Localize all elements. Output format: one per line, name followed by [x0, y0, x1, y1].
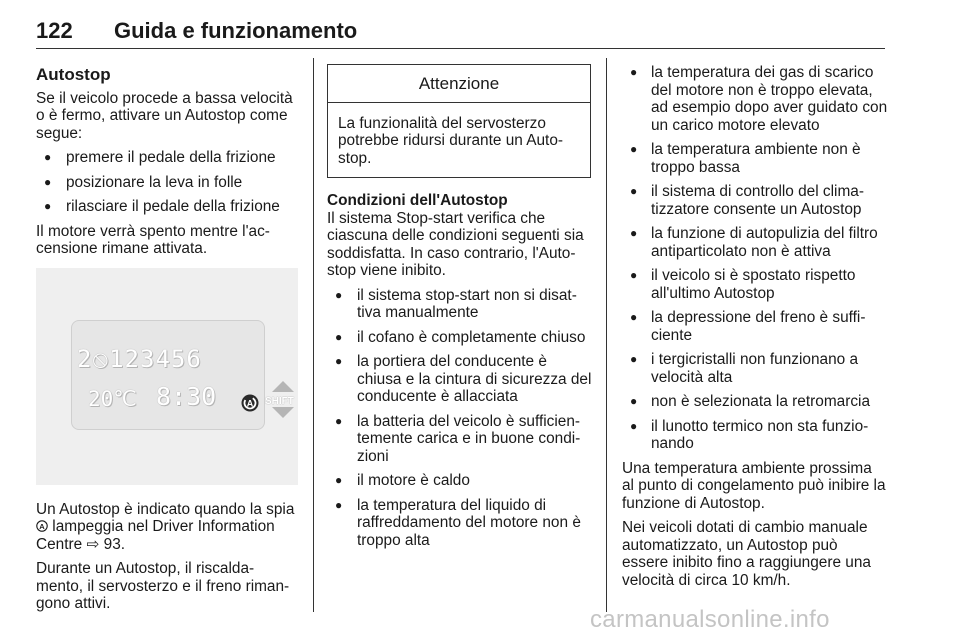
list-item: ● la temperatura ambiente non è troppo bassa: [622, 141, 888, 176]
warning-body: [328, 103, 590, 178]
engine-off-note: Il motore verrà spento mentre l'ac-censione rimane attivata.: [36, 222, 270, 257]
page-number: 122: [36, 18, 73, 43]
display-odometer: 2⦸123456: [77, 344, 202, 373]
autostop-indicator-icon: [240, 393, 260, 413]
warning-text: La funzionalità del servosterzo potrebbe ridursi durante un Auto-stop.: [338, 114, 564, 167]
automated-gearbox-note: Nei veicoli dotati di cambio manuale automatizzato, un Autostop può essere inibito fino a raggiungere una velocità di circa 10 km/h.: [622, 519, 871, 589]
list-item: ● la temperatura del liquido di raffreddamento del motore non è troppo alta: [327, 497, 593, 550]
autostop-steps: [36, 149, 300, 216]
column-1: [36, 64, 300, 620]
page-ref-link[interactable]: 93.: [103, 535, 126, 553]
list-item: ● il cofano è completamente chiuso: [327, 329, 593, 347]
page-header: [36, 10, 886, 50]
display-temperature: 20℃: [88, 386, 137, 411]
section-title: Guida e funzionamento: [114, 18, 358, 43]
conditions-list-continued: [622, 64, 888, 453]
ambient-temp-note: Una temperatura ambiente prossima al punto di congelamento può inibire la funzione di Autostop.: [622, 459, 886, 512]
list-item: ● il lunotto termico non sta funzio-nando: [622, 418, 888, 453]
shift-label: SHIFT: [265, 395, 294, 407]
list-item: ● il sistema di controllo del clima-tizzatore consente un Autostop: [622, 183, 888, 218]
column-2: [327, 64, 593, 556]
list-item: ● non è selezionata la retromarcia: [622, 393, 888, 411]
list-item: ● la batteria del veicolo è sufficien-temente carica e in buone condi-zioni: [327, 413, 593, 466]
autostop-warning-light-icon: [36, 520, 48, 532]
list-item: ● la temperatura dei gas di scarico del motore non è troppo elevata, ad esempio dopo aver guidato con un carico motore elevato: [622, 64, 888, 134]
warning-title: Attenzione: [328, 65, 590, 103]
conditions-intro: Il sistema Stop-start verifica che ciascuna delle condizioni seguenti sia soddisfatta. In caso contrario, l'Auto-stop viene inibito.: [327, 209, 584, 279]
caption-text-2: lampeggia nel Driver Information Centre: [36, 518, 275, 553]
during-autostop-note: Durante un Autostop, il riscalda-mento, il servosterzo e il freno riman-gono attivi.: [36, 560, 290, 612]
page-ref-icon: ⇨: [86, 535, 100, 553]
svg-text:A: A: [246, 398, 254, 408]
shift-up-arrow-icon: [272, 381, 294, 392]
list-item: ● rilasciare il pedale della frizione: [36, 198, 300, 216]
list-item: ● la funzione di autopulizia del filtro antiparticolato non è attiva: [622, 225, 888, 260]
column-divider-2: [606, 58, 607, 612]
dic-display-figure: [36, 268, 298, 485]
list-item: ● posizionare la leva in folle: [36, 174, 300, 192]
column-3: [622, 64, 888, 596]
column-divider-1: [313, 58, 314, 612]
autostop-intro: Se il veicolo procede a bassa velocità o è fermo, attivare un Autostop come segue:: [36, 89, 293, 142]
list-item: ● la depressione del freno è suffi-ciente: [622, 309, 888, 344]
list-item: ● il motore è caldo: [327, 472, 593, 490]
autostop-heading: Autostop: [36, 65, 111, 84]
conditions-heading: Condizioni dell'Autostop: [327, 192, 508, 209]
list-item: ● la portiera del conducente è chiusa e la cintura di sicurezza del conducente è allacciata: [327, 353, 593, 406]
watermark: carmanualsonline.info: [590, 606, 830, 633]
warning-box: [327, 64, 591, 178]
list-item: ● premere il pedale della frizione: [36, 149, 300, 167]
list-item: ● il veicolo si è spostato rispetto all'ultimo Autostop: [622, 267, 888, 302]
autostop-indicator-caption: [36, 501, 300, 554]
driver-info-display: [71, 320, 294, 430]
shift-down-arrow-icon: [272, 407, 294, 418]
svg-text:A: A: [39, 522, 45, 531]
conditions-list: [327, 287, 593, 550]
list-item: ● il sistema stop-start non si disat-tiva manualmente: [327, 287, 593, 322]
list-item: ● i tergicristalli non funzionano a velocità alta: [622, 351, 888, 386]
header-rule: [36, 48, 885, 49]
display-time: 8:30: [156, 381, 217, 411]
caption-text-1: Un Autostop è indicato quando la spia: [36, 500, 295, 518]
